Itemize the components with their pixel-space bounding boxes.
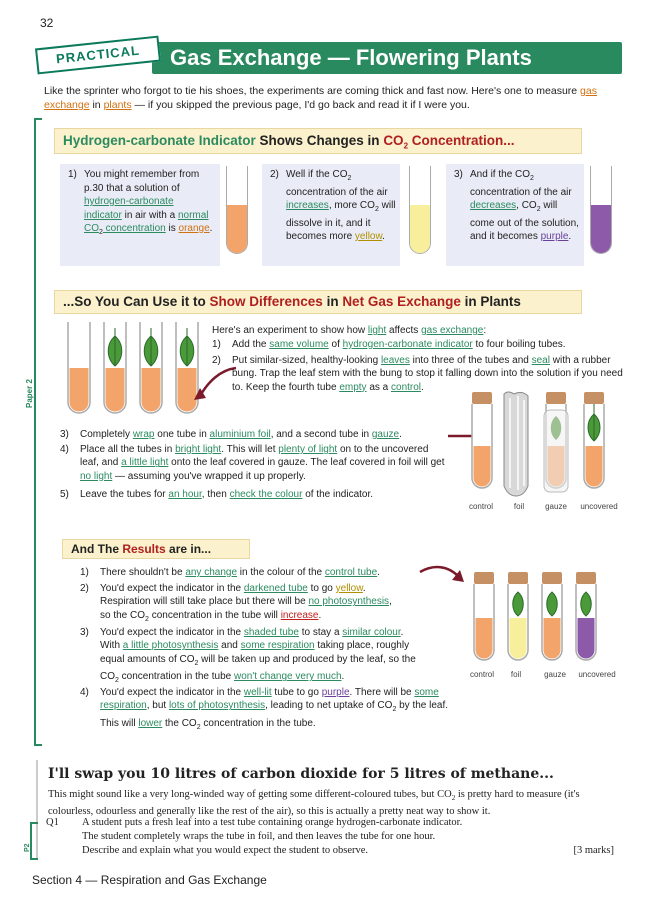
question-bracket — [30, 822, 38, 860]
question-marks: [3 marks] — [573, 845, 614, 856]
page-title: Gas Exchange — Flowering Plants — [152, 42, 622, 74]
bracket-tick-bottom — [34, 744, 42, 746]
result-4: 4) You'd expect the indicator in the well-lit tube to go purple. There will be some respiration, but lots of photosynthesis, leading to net uptake of $CO_2$ by the leaf. This will lower the $CO_2$ concentration in the tube. — [80, 687, 449, 731]
section-bracket — [34, 118, 36, 746]
label-control: control — [468, 502, 493, 511]
result-label-foil: foil — [510, 670, 522, 679]
bracket-tick-top — [34, 118, 42, 120]
step-3: 3) Completely wrap one tube in aluminium foil, and a second tube in gauze. — [60, 429, 402, 440]
tube-leaf-1 — [104, 322, 126, 413]
question-paper-tag: P2 — [24, 843, 31, 852]
result-3: 3) You'd expect the indicator in the shaded tube to stay a similar colour. With a little photosynthesis and some respiration taking place, roughly equal amounts of $CO_2$ will be taken up and produced by the leaf, so the $CO_2$ concentration in the tube won't change very much. — [80, 627, 416, 685]
summary-text: This might sound like a very long-winded way of getting some different-coloured tubes, but $CO_2$ is pretty hard to measure (it's colourless, odourless and generally like the rest of the air), so this is actually a pretty neat way to show it. — [48, 789, 580, 818]
step-2: 2) Put similar-sized, healthy-looking leaves into three of the tubes and seal with a rubber bung. Trap the leaf stem with the bung to stop it falling down into the solution if you need to. Keep the fourth tube empty as a control. — [212, 355, 623, 393]
label-gauze: gauze — [545, 502, 567, 511]
info-text-increase: 2) Well if the $CO_2$ concentration of the air increases, more $CO_2$ will dissolve in it, and it becomes more yellow. — [270, 169, 396, 242]
tube-orange — [226, 166, 248, 254]
label-foil: foil — [513, 502, 525, 511]
result-label-gauze: gauze — [544, 670, 566, 679]
question-block — [46, 816, 614, 858]
result-control-tube — [474, 572, 494, 660]
section-header-indicator: Hydrogen-carbonate Indicator Shows Changes in $CO_2$ Concentration... — [54, 128, 582, 154]
setup-tubes-covered — [466, 390, 626, 506]
results-tubes-illustration — [470, 570, 620, 674]
result-1: 1) There shouldn't be any change in the colour of the control tube. — [80, 567, 380, 578]
question-line-2: The student completely wraps the tube in foil, and then leaves the tube for one hour. — [82, 831, 436, 842]
summary-heading: I'll swap you 10 litres of carbon dioxide for 5 litres of methane... — [48, 766, 554, 782]
result-foil-tube — [508, 572, 528, 660]
paper-tag: Paper 2 — [25, 379, 34, 408]
result-gauze-tube — [542, 572, 562, 660]
question-line-1: A student puts a fresh leaf into a test tube containing orange hydrogen-carbonate indicator. — [82, 817, 463, 828]
tube-empty — [68, 322, 90, 413]
practical-badge: PRACTICAL — [35, 36, 161, 75]
info-text-normal: 1) You might remember from p.30 that a solution of hydrogen-carbonate indicator in air with a normal $CO_2$ concentration is orange. — [68, 169, 213, 236]
info-text-decrease: 3) And if the $CO_2$ concentration of the air decreases, $CO_2$ will come out of the solution, and it becomes purple. — [454, 169, 579, 242]
setup-foil-tube — [504, 392, 528, 496]
result-label-control: control — [469, 670, 494, 679]
arrow-to-results-icon — [418, 562, 468, 588]
section-header-results: And The Results are in... — [62, 539, 250, 559]
result-uncovered-tube — [576, 572, 596, 660]
setup-gauze-tube — [544, 392, 568, 492]
step-4: 4) Place all the tubes in bright light. This will let plenty of light on to the uncovered leaf, and a little light onto the leaf covered in gauze. The leaf covered in foil will get no light — assuming you've wrapped it up properly. — [60, 444, 445, 482]
page-footer: Section 4 — Respiration and Gas Exchange — [32, 873, 267, 887]
page-number: 32 — [40, 16, 54, 30]
tube-yellow — [409, 166, 431, 254]
question-line-3: Describe and explain what you would expect the student to observe. [3 marks] — [82, 845, 614, 856]
result-2: 2) You'd expect the indicator in the darkened tube to go yellow. Respiration will still take place but there will be no photosynthesis, so the $CO_2$ concentration in the tube will increase. — [80, 583, 392, 623]
result-label-uncovered: uncovered — [578, 670, 616, 679]
step-1: 1) Add the same volume of hydrogen-carbonate indicator to four boiling tubes. — [212, 339, 566, 350]
section-header-differences: ...So You Can Use it to Show Differences in Net Gas Exchange in Plants — [54, 290, 582, 314]
tube-leaf-2 — [140, 322, 162, 413]
step-5: 5) Leave the tubes for an hour, then check the colour of the indicator. — [60, 489, 374, 500]
tube-purple — [590, 166, 612, 254]
label-uncovered: uncovered — [580, 502, 618, 511]
setup-uncovered-tube — [584, 392, 604, 488]
setup-control-tube — [472, 392, 492, 488]
intro-paragraph: Like the sprinter who forgot to tie his shoes, the experiments are coming thick and fast now. Here's one to measure gas exchange in plants — if you skipped the previous page, I'd go back and read it if I were you. — [44, 85, 597, 111]
question-label: Q1 — [46, 817, 59, 828]
experiment-intro: Here's an experiment to show how light affects gas exchange: — [212, 325, 487, 336]
